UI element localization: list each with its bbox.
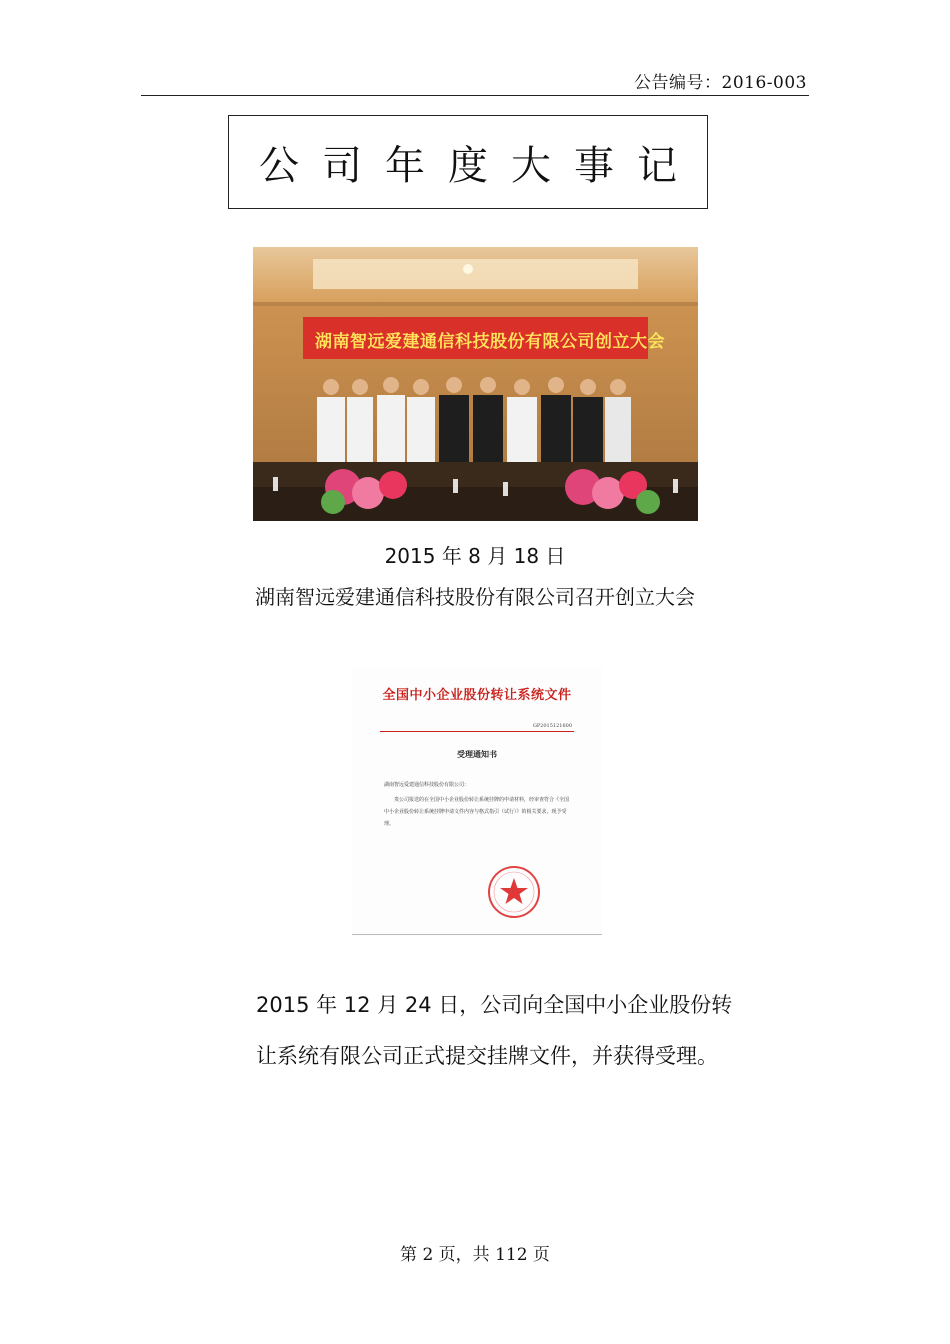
notice-header: 全国中小企业股份转让系统文件 (382, 688, 572, 703)
event1-description: 湖南智远爱建通信科技股份有限公司召开创立大会 (255, 585, 695, 609)
event2-line1: 2015 年 12 月 24 日，公司向全国中小企业股份转 (256, 993, 733, 1017)
event1-date: 2015 年 8 月 18 日 (384, 544, 566, 568)
event2-line2: 让系统有限公司正式提交挂牌文件，并获得受理。 (256, 1044, 718, 1068)
header-rule (141, 95, 809, 96)
founding-meeting-photo (253, 247, 698, 521)
notice-title: 受理通知书 (457, 749, 497, 759)
title-box (228, 115, 708, 209)
acceptance-notice-image (352, 667, 602, 937)
notice-doc-number: GP2015121600 (532, 723, 572, 729)
notice-red-rule (380, 731, 574, 732)
notice-addressee: 湖南智远爱建通信科技股份有限公司： (384, 782, 470, 788)
photo-illustration (253, 247, 698, 521)
notice-body: 贵公司报送的在全国中小企业股份转让系统挂牌的申请材料，经审查符合《全国中小企业股份转让系统挂牌申请文件内容与格式指引（试行）》的相关要求，现予受理。 (384, 797, 570, 827)
official-seal-icon (486, 864, 542, 920)
notice-bottom-rule (352, 934, 602, 935)
page-title: 公司年度大事记 (259, 142, 700, 189)
page-footer: 第 2 页，共 112 页 (400, 1245, 550, 1265)
announcement-number: 公告编号：2016-003 (634, 73, 807, 93)
photo-banner-text: 湖南智远爱建通信科技股份有限公司创立大会 (315, 332, 665, 352)
